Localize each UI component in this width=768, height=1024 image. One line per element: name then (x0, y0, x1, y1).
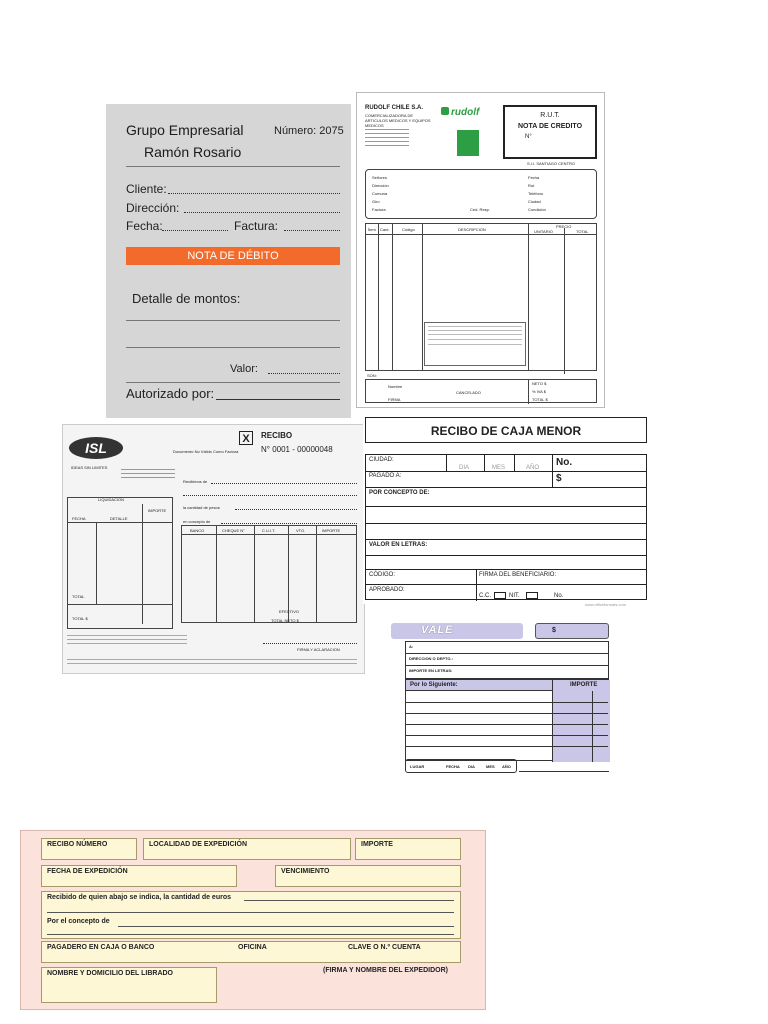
field-fecha: Fecha (528, 175, 540, 180)
nit-checkbox[interactable] (526, 592, 538, 599)
direccion-label: DIRECCION O DEPTO.: (409, 656, 453, 661)
nombre-domicilio-field[interactable] (41, 967, 217, 1003)
row-divider (406, 735, 608, 736)
col-fecha: FECHA (72, 516, 86, 521)
liquidacion-table (67, 497, 173, 629)
field-factura: Factura (372, 207, 386, 212)
items-table (365, 223, 597, 371)
field-ciudad: Ciudad (528, 199, 541, 204)
footer-box (365, 379, 597, 403)
vale-items-table (405, 679, 609, 761)
no2-label: No. (554, 593, 564, 599)
col-divider (316, 526, 317, 622)
nombre-label: NOMBRE Y DOMICILIO DEL LIBRADO (47, 970, 174, 977)
importe-letras-label: IMPORTE EN LETRAS: (409, 668, 453, 673)
por-lo-siguiente: Por lo Siguiente: (410, 682, 458, 688)
row-divider (406, 665, 608, 666)
recibimos-line (211, 483, 357, 484)
col-precio: PRECIO (556, 224, 572, 229)
ciudad-label: CIUDAD: (369, 457, 394, 463)
rudolf-nota-credito-form (356, 92, 605, 408)
col-divider (378, 224, 379, 370)
fecha-expedicion-field[interactable] (41, 865, 237, 887)
green-badge (457, 130, 479, 156)
company-name-line2: Ramón Rosario (144, 144, 242, 160)
total-label: TOTAL $ (532, 397, 548, 402)
recibimos-line-2 (183, 495, 357, 496)
ano-label: AÑO (502, 764, 511, 769)
recibo-numero-field[interactable] (41, 838, 137, 860)
concepto-line-2 (47, 934, 454, 935)
liquidacion-label: LIQUIDACION (98, 497, 125, 502)
sii-label: S.I.I. SANTIAGO CENTRO (527, 161, 576, 166)
cell-divider (484, 455, 485, 471)
cantidad-line (235, 509, 357, 510)
isl-logo-text: ISL (69, 437, 123, 459)
row-divider (366, 471, 646, 472)
dollar-label: $ (556, 473, 562, 484)
recibo-numero-label: RECIBO NÚMERO (47, 841, 108, 848)
customer-box (365, 169, 597, 219)
firma-expedidor-label: (FIRMA Y NOMBRE DEL EXPEDIDOR) (323, 967, 448, 974)
col-divider (564, 228, 565, 374)
iva-label: % IVA $ (532, 389, 546, 394)
payments-table (181, 525, 357, 623)
field-telefono: Teléfono (528, 191, 544, 196)
note-box (424, 322, 526, 366)
row-divider (366, 487, 646, 488)
detail-line-1 (126, 320, 340, 321)
cancelado-label: CANCELADO (456, 390, 481, 395)
rudolf-logo (441, 107, 479, 118)
autorizado-line (216, 399, 340, 400)
vale-dollar: $ (552, 627, 556, 634)
total-label: TOTAL (72, 594, 85, 599)
col-divider (142, 504, 143, 624)
fecha-label: FECHA (446, 764, 460, 769)
field-senores: Señores (372, 175, 387, 180)
cliente-label: Cliente: (126, 182, 167, 196)
vencimiento-field[interactable] (275, 865, 461, 887)
row-divider (366, 555, 646, 556)
isl-logo-sub: IDEAS SIN LIMITES (71, 465, 108, 470)
header-divider (68, 522, 172, 523)
dia-label: DIA (468, 764, 475, 769)
field-comuna: Comuna (372, 191, 388, 196)
detail-line-3 (126, 382, 340, 383)
field-giro: Giro (372, 199, 380, 204)
importe-label: IMPORTE (361, 841, 393, 848)
rudolf-logo-text: rudolf (451, 107, 480, 118)
factura-label: Factura: (234, 219, 279, 233)
valor-label: Valor: (230, 363, 258, 375)
firma-beneficiario-label: FIRMA DEL BENEFICIARIO: (479, 572, 557, 578)
mes-label: MES (492, 465, 506, 471)
vale-amount-box (535, 623, 609, 639)
nota-debito-form (106, 104, 351, 418)
cc-label: C.C. (479, 593, 491, 599)
row-divider (366, 569, 646, 570)
fecha-expedicion-label: FECHA DE EXPEDICIÓN (47, 868, 128, 875)
col-codigo: Código (402, 227, 415, 232)
son-label: SON: (367, 373, 377, 378)
a-label: A: (409, 644, 414, 649)
total-s-label: TOTAL $ (72, 616, 88, 621)
col-divider (254, 526, 255, 622)
localidad-field[interactable] (143, 838, 351, 860)
nit-label: NIT. (509, 593, 520, 599)
valor-letras-label: VALOR EN LETRAS: (369, 542, 428, 548)
pagadero-field[interactable] (41, 941, 461, 963)
importe-label: IMPORTE (570, 682, 598, 688)
no-label: No. (556, 457, 573, 468)
rut-box (503, 105, 597, 159)
col-divider (96, 522, 97, 604)
cc-checkbox[interactable] (494, 592, 506, 599)
recibo-euros-form (20, 830, 486, 1010)
divider (126, 166, 340, 167)
field-condicion: Condición (528, 207, 546, 212)
header-divider (366, 234, 596, 235)
dia-label: DIA (459, 465, 470, 471)
vale-footer-box (405, 759, 517, 773)
address-block (365, 127, 409, 153)
total-neto-label: TOTAL NETO $ (271, 618, 299, 623)
mes-label: MES (486, 764, 495, 769)
field-rut: Rut (528, 183, 535, 188)
concepto-label: en concepto de (183, 519, 211, 524)
rudolf-logo-mark (441, 107, 449, 115)
pagado-label: PAGADO A: (369, 473, 402, 479)
lugar-label: LUGAR (410, 764, 425, 769)
doc-title: NOTA DE CREDITO (517, 123, 583, 130)
detail-line-2 (126, 347, 340, 348)
col-unitario: UNITARIO (534, 229, 553, 234)
firma-label: FIRMA Y ACLARACION (297, 647, 340, 652)
importe-label: IMPORTE (148, 508, 167, 513)
recibido-label: Recibido de quien abajo se indica, la cantidad de euros (47, 894, 231, 901)
row-divider (406, 724, 608, 725)
concepto-label: POR CONCEPTO DE: (369, 490, 430, 496)
recibimos-label: Recibimos de (183, 479, 208, 484)
autorizado-label: Autorizado por: (126, 386, 215, 401)
col-banco: BANCO (190, 528, 205, 533)
company-name-line1: Grupo Empresarial (126, 122, 244, 138)
concepto-line (221, 523, 357, 524)
row-divider (366, 584, 646, 585)
efectivo-label: EFECTIVO (279, 609, 300, 614)
concepto-label: Por el concepto de (47, 918, 110, 925)
importe-field[interactable] (355, 838, 461, 860)
fecha-label: Fecha: (126, 219, 163, 233)
cell-divider (514, 455, 515, 471)
recibo-title: RECIBO (261, 431, 293, 440)
numero-label: N° (525, 134, 532, 140)
vale-title: VALE (421, 624, 454, 636)
neto-label: NETO $ (532, 381, 547, 386)
recibido-field[interactable] (41, 891, 461, 939)
col-cant: Cant. (380, 227, 390, 232)
row-divider (366, 539, 646, 540)
localidad-label: LOCALIDAD DE EXPEDICIÓN (149, 841, 248, 848)
field-ced-resp: Ced. Resp. (470, 207, 491, 212)
fecha-line (162, 230, 228, 231)
col-detalle: DETALLE (110, 516, 128, 521)
recibo-isl-form (62, 424, 365, 674)
cell-divider (446, 455, 447, 471)
valor-line (268, 373, 340, 374)
recibo-caja-menor-form (363, 416, 649, 607)
factura-line (284, 230, 340, 231)
vencimiento-label: VENCIMIENTO (281, 868, 330, 875)
row-divider (406, 653, 608, 654)
watermark: www.officeformats.com (585, 602, 627, 607)
cliente-line (168, 193, 340, 194)
recibo-numero: N° 0001 - 00000048 (261, 445, 333, 454)
cell-divider (476, 569, 477, 601)
caja-menor-grid (365, 454, 647, 600)
rut-label: R.U.T. (540, 112, 560, 119)
numero-label: Número: 2075 (274, 125, 344, 137)
doc-note: Documento No Válido Como Factura (173, 449, 239, 454)
row-divider (406, 702, 608, 703)
col-descripcion: DESCRIPCION (458, 227, 486, 232)
row-divider (406, 713, 608, 714)
clave-label: CLAVE O N.º CUENTA (348, 944, 421, 951)
codigo-label: CÓDIGO: (369, 572, 396, 578)
vale-form (373, 617, 621, 797)
firma-line (263, 643, 357, 644)
direccion-label: Dirección: (126, 201, 180, 215)
legal-text (67, 633, 187, 644)
row-divider (366, 523, 646, 524)
col-divider (528, 224, 529, 370)
signature-line (519, 771, 609, 772)
importe-column (552, 680, 610, 762)
company-subtitle: COMERCIALIZADORA DE ARTICULOS MEDICOS Y EQUIPOS MEDICOS (365, 113, 431, 128)
company-name: RUDOLF CHILE S.A. (365, 105, 423, 111)
ano-label: AÑO (526, 465, 540, 471)
recibido-line-2 (47, 912, 454, 913)
col-total: TOTAL (576, 229, 589, 234)
vale-header (391, 623, 523, 639)
firma-label: FIRMA (388, 397, 401, 402)
col-divider (392, 224, 393, 370)
cantidad-label: la cantidad de pesos (183, 505, 220, 510)
detalle-label: Detalle de montos: (132, 291, 241, 306)
isl-logo (69, 437, 127, 463)
col-divider (422, 224, 423, 370)
col-importe: IMPORTE (322, 528, 341, 533)
field-direccion: Dirección (372, 183, 389, 188)
nombre-label: Nombre (388, 384, 403, 389)
col-vto: VTO. (296, 528, 306, 533)
col-cheque: CHEQUE N° (222, 528, 245, 533)
row-divider (366, 506, 646, 507)
vale-fields (405, 641, 609, 679)
direccion-line (184, 212, 340, 213)
nota-debito-banner: NOTA DE DÉBITO (126, 247, 340, 265)
pagadero-label: PAGADERO EN CAJA O BANCO (47, 944, 155, 951)
row-divider (406, 746, 608, 747)
caja-menor-title: RECIBO DE CAJA MENOR (365, 417, 647, 443)
oficina-label: OFICINA (238, 944, 267, 951)
total-divider (68, 604, 172, 605)
totals-box (528, 380, 598, 404)
printer-info (67, 657, 357, 664)
header-divider (182, 534, 356, 535)
col-cuit: C.U.I.T. (262, 528, 276, 533)
recibido-line (244, 900, 454, 901)
col-divider (288, 526, 289, 622)
col-item: Ítem (368, 227, 376, 232)
aprobado-label: APROBADO: (369, 587, 405, 593)
col-divider (216, 526, 217, 622)
x-mark: X (239, 431, 253, 445)
concepto-line (118, 926, 454, 927)
isl-address (121, 467, 175, 478)
